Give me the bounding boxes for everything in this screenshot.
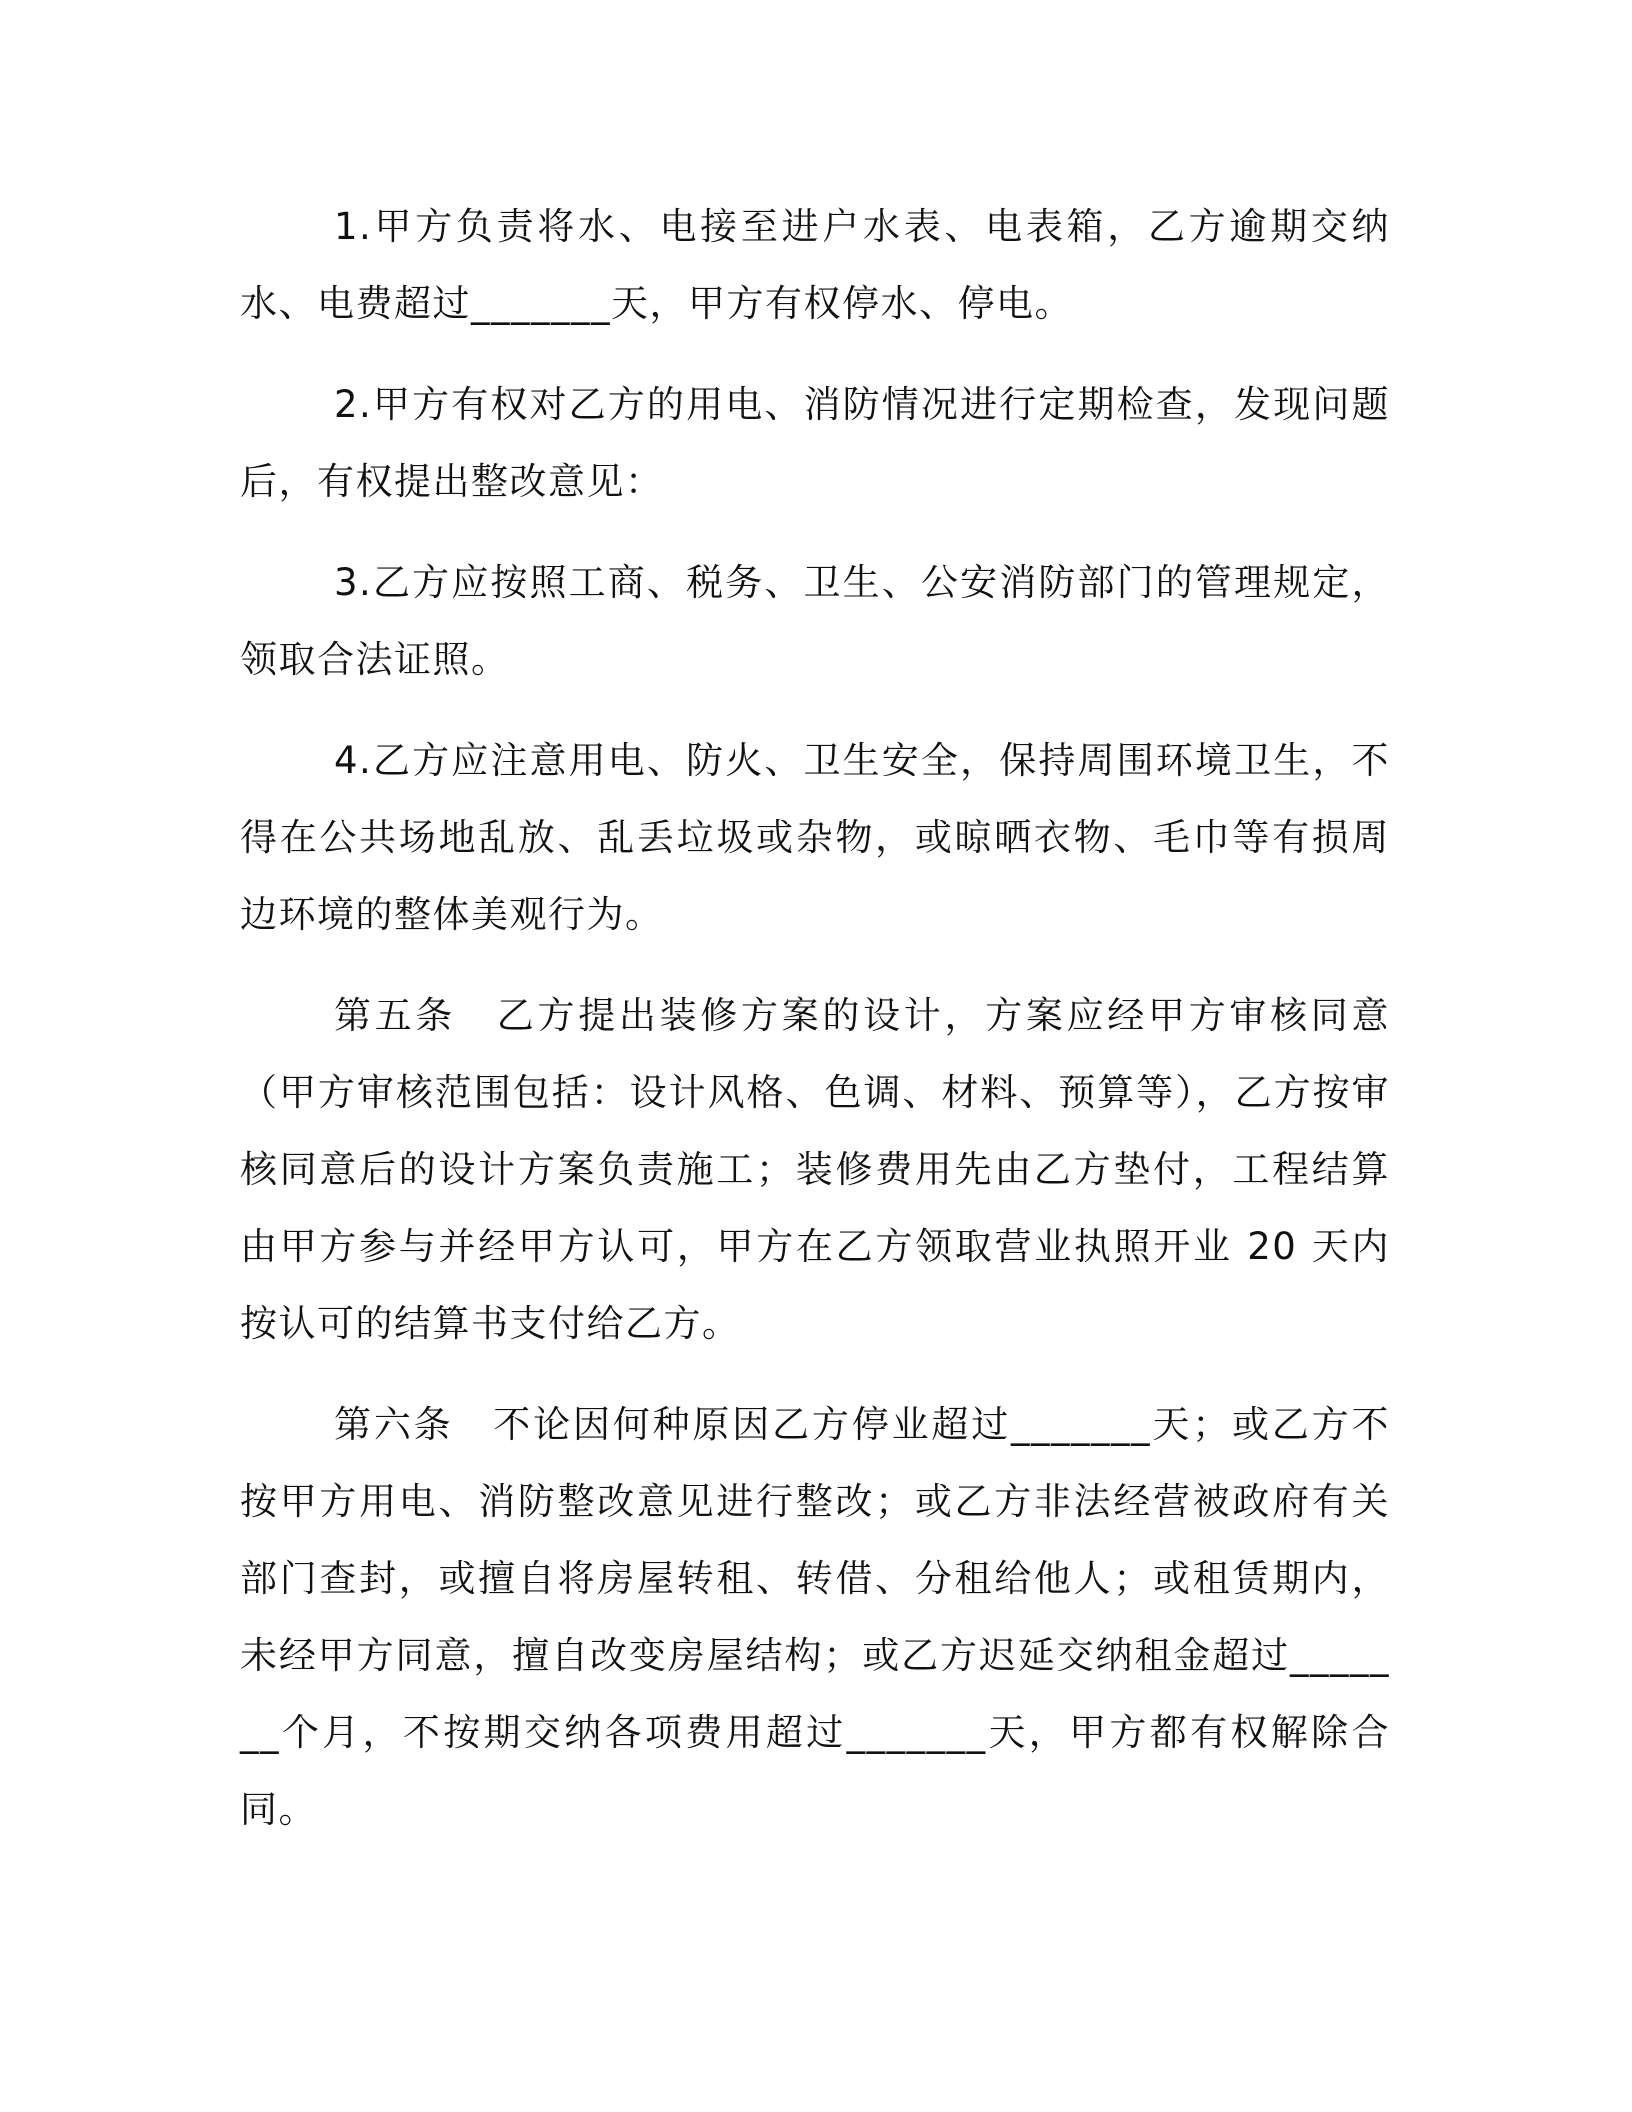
paragraph-clause-2: 2.甲方有权对乙方的用电、消防情况进行定期检查，发现问题后，有权提出整改意见： <box>240 383 1390 503</box>
paragraph-article-5: 第五条 乙方提出装修方案的设计，方案应经甲方审核同意（甲方审核范围包括：设计风格、色调、材料、预算等），乙方按审核同意后的设计方案负责施工；装修费用先由乙方垫付，工程结算由甲方参与并经甲方认可，甲方在乙方领取营业执照开业 20 天内按认可的结算书支付给乙方。 <box>240 994 1390 1345</box>
paragraph-clause-4: 4.乙方应注意用电、防火、卫生安全，保持周围环境卫生，不得在公共场地乱放、乱丢垃圾或杂物，或晾晒衣物、毛巾等有损周边环境的整体美观行为。 <box>240 739 1390 936</box>
document-page <box>240 188 1390 1848</box>
paragraph-article-6: 第六条 不论因何种原因乙方停业超过_______天；或乙方不按甲方用电、消防整改意见进行整改；或乙方非法经营被政府有关部门查封，或擅自将房屋转租、转借、分租给他人；或租赁期内，未经甲方同意，擅自改变房屋结构；或乙方迟延交纳租金超过_______个月，不按期交纳各项费用超过_______天，甲方都有权解除合同。 <box>240 1403 1390 1831</box>
paragraph-clause-3: 3.乙方应按照工商、税务、卫生、公安消防部门的管理规定，领取合法证照。 <box>240 561 1390 681</box>
paragraph-clause-1: 1.甲方负责将水、电接至进户水表、电表箱，乙方逾期交纳水、电费超过_______天，甲方有权停水、停电。 <box>240 205 1390 325</box>
